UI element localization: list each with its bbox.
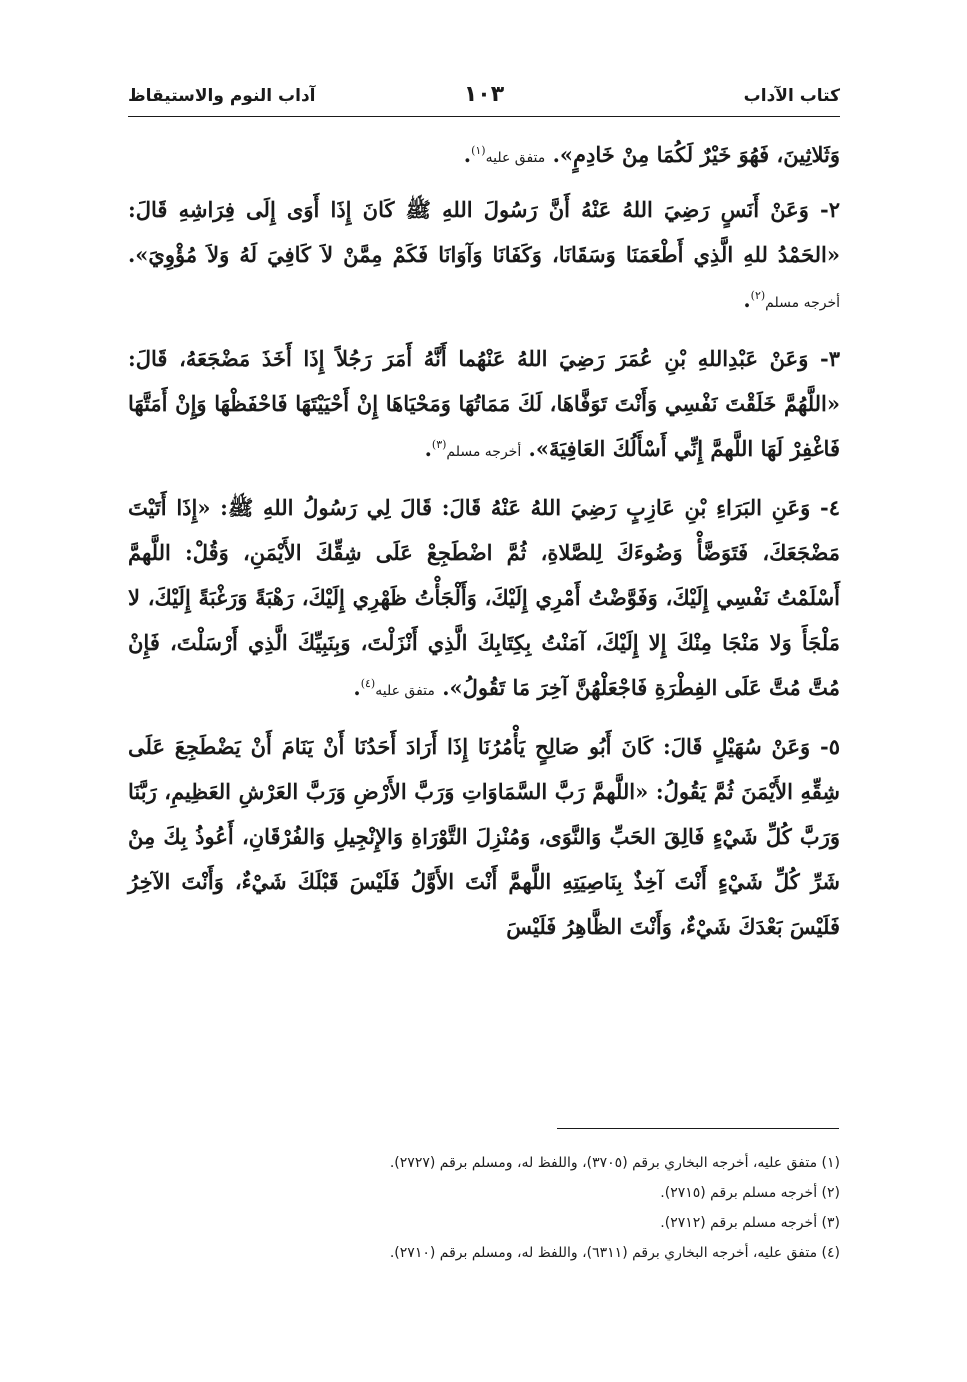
hadith-source: أخرجه مسلم [446, 444, 522, 460]
paragraph-number: ٥- [820, 734, 840, 759]
footnote-1: (١) متفق عليه، أخرجه البخاري برقم (٣٧٠٥)، واللفظ له، ومسلم برقم (٢٧٢٧). [389, 1155, 840, 1171]
paragraph-number: ٤- [820, 495, 840, 520]
footnote-divider [557, 1128, 839, 1129]
paragraph-end: . [743, 287, 751, 312]
hadith-source: متفق عليه [375, 683, 435, 699]
footnote-4: (٤) متفق عليه، أخرجه البخاري برقم (٦٣١١)، واللفظ له، ومسلم برقم (٢٧١٠). [389, 1245, 840, 1261]
footnote-2: (٢) أخرجه مسلم برقم (٢٧١٥). [660, 1185, 840, 1201]
paragraph-number: ٢- [820, 197, 841, 222]
paragraph-4 [128, 485, 840, 714]
paragraph-text: وَعَنْ عَبْدِاللهِ بْنِ عُمَرَ رَضِيَ اللهُ عَنْهُما أَنَّهُ أَمَرَ رَجُلاً إِذَا أَخَذَ مَضْجَعَهُ، قَالَ: «اللَّهُمَّ خَلَقْتَ نَفْسِي وَأَنْتَ تَوَفَّاهَا، لَكَ مَمَاتُهَا وَمَحْيَاهَا إِنْ أَحْيَيْتَهَا فَاحْفَظْهَا وَإِنْ أَمَتَّهَا فَاغْفِرْ لَهَا اللَّهمَّ إِنِّي أَسْأَلُكَ العَافِيَةَ». [128, 346, 840, 461]
footnote-3: (٣) أخرجه مسلم برقم (٢٧١٢). [660, 1215, 840, 1231]
paragraph-end: . [463, 142, 472, 167]
hadith-source: متفق عليه [485, 150, 546, 166]
chapter-title: آداب النوم والاستيقاظ [128, 86, 316, 106]
footnote-ref[interactable]: (٣) [431, 438, 447, 451]
main-text [128, 132, 840, 959]
paragraph-text: وَعَنِ البَرَاءِ بْنِ عَازِبٍ رَضِيَ اللهُ عَنْهُ قَالَ: قَالَ لِي رَسُولُ اللهِ ﷺ: «إِذَا أَتَيْتَ مَضْجَعَكَ، فَتَوَضَّأْ وَضُوءَكَ لِلصَّلاةِ، ثُمَّ اضْطَجِعْ عَلَى شِقِّكَ الأَيْمَنِ، وَقُلْ: اللَّهمَّ أَسْلَمْتُ نَفْسِي إِلَيْكَ، وَفَوَّضْتُ أَمْرِي إِلَيْكَ، وَأَلْجَأْتُ ظَهْرِي إِلَيْكَ، رَهْبَةً وَرَغْبَةً إِلَيْكَ، لا مَلْجَأَ وَلا مَنْجَا مِنْكَ إِلا إِلَيْكَ، آمَنْتُ بِكِتَابِكَ الَّذِي أَنْزَلْتَ، وَبِنَبِيِّكَ الَّذِي أَرْسَلْتَ، فَإِنْ مُتَّ مُتَّ عَلَى الفِطْرَةِ فَاجْعَلْهُنَّ آخِرَ مَا تَقُولُ». [128, 495, 840, 700]
paragraph-5 [128, 724, 840, 949]
page-number: ١٠٣ [463, 82, 505, 107]
footnote-ref[interactable]: (٢) [750, 289, 766, 302]
paragraph-continuation [128, 132, 840, 181]
running-header [128, 82, 840, 110]
footnote-ref[interactable]: (٤) [360, 677, 376, 690]
paragraph-end: . [424, 436, 432, 461]
paragraph-2 [128, 187, 840, 326]
paragraph-text: وَثَلاثِينَ، فَهُوَ خَيْرٌ لَكُمَا مِنْ خَادِمٍ». [552, 142, 840, 167]
hadith-source: أخرجه مسلم [765, 295, 840, 311]
paragraph-3 [128, 336, 840, 475]
header-divider [128, 116, 840, 117]
paragraph-text: وَعَنْ أَنَسٍ رَضِيَ اللهُ عَنْهُ أَنَّ رَسُولَ اللهِ ﷺ كَانَ إِذَا أَوَى إِلَى فِرَاشِهِ قَالَ: «الحَمْدُ للهِ الَّذِي أَطْعَمَنَا وَسَقَانَا، وَكَفَانَا وَآوَانَا فَكَمْ مِمَّنْ لاَ كَافِيَ لَهُ وَلاَ مُؤْوِيَ». [128, 197, 840, 267]
book-title: كتاب الآداب [743, 86, 840, 106]
paragraph-end: . [353, 675, 361, 700]
paragraph-text: وَعَنْ سُهَيْلٍ قَالَ: كَانَ أَبُو صَالِحٍ يَأْمُرُنَا إِذَا أَرَادَ أَحَدُنَا أَنْ يَنَامَ أَنْ يَضْطَجِعَ عَلَى شِقِّهِ الأَيْمَنَ ثُمَّ يَقُولُ: «اللَّهمَّ رَبَّ السَّمَاوَاتِ وَرَبَّ الأَرْضِ وَرَبَّ العَرْشِ العَظِيمِ، رَبَّنَا وَرَبَّ كُلِّ شَيْءٍ فَالِقَ الحَبِّ وَالنَّوَى، وَمُنْزِلَ التَّوْرَاةِ وَالإِنْجِيلِ وَالفُرْقَانِ، أَعُوذُ بِكَ مِنْ شَرِّ كُلِّ شَيْءٍ أَنْتَ آخِذٌ بِنَاصِيَتِهِ اللَّهمَّ أَنْتَ الأَوَّلُ فَلَيْسَ قَبْلَكَ شَيْءٌ، وَأَنْتَ الآخِرُ فَلَيْسَ بَعْدَكَ شَيْءٌ، وَأَنْتَ الظَّاهِرُ فَلَيْسَ [128, 734, 840, 939]
paragraph-number: ٣- [820, 346, 840, 371]
footnotes [128, 1148, 840, 1268]
footnote-ref[interactable]: (١) [471, 144, 486, 157]
